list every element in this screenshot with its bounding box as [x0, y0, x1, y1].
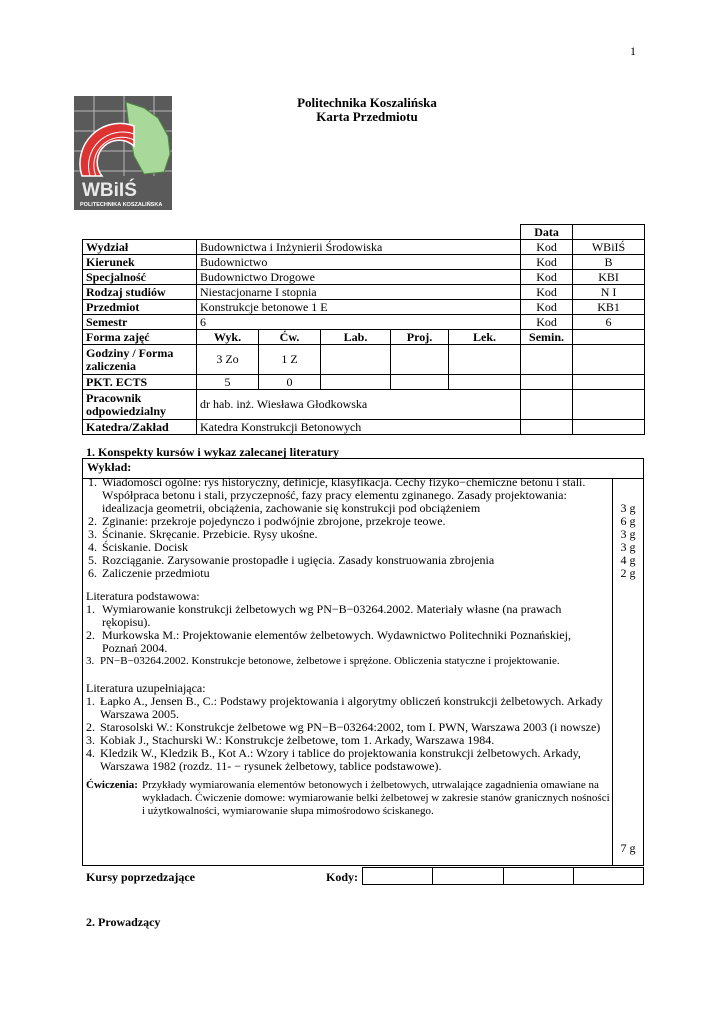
list-item: 1. Łapko A., Jensen B., C.: Podstawy projektowania i algorytmy obliczeń konstrukcji żelbetowych. Arkady Warszawa 2005. — [86, 694, 603, 721]
godziny-lab — [321, 345, 391, 375]
ects-cw: 0 — [259, 375, 321, 390]
ects-wyk: 5 — [197, 375, 259, 390]
cwiczenia-hours: 7 g — [620, 841, 636, 855]
kod-label: Kod — [521, 270, 573, 285]
specjalnosc-label: Specjalność — [83, 270, 197, 285]
row-ects — [83, 375, 645, 390]
document-title — [200, 96, 534, 124]
list-item: 6. Zaliczenie przedmiotu — [88, 566, 210, 580]
lit-podstawowa-label: Literatura podstawowa: — [86, 589, 200, 603]
row-godziny — [83, 345, 645, 375]
forma-col-lek: Lek. — [449, 330, 521, 345]
section2-title: 2. Prowadzący — [86, 915, 161, 929]
semestr-code: 6 — [573, 315, 645, 330]
godziny-semin — [521, 345, 573, 375]
rodzaj-label: Rodzaj studiów — [83, 285, 197, 300]
page-number: 1 — [630, 44, 636, 58]
rodzaj-value: Niestacjonarne I stopnia — [197, 285, 521, 300]
semestr-value: 6 — [197, 315, 521, 330]
hours-value: 4 g — [620, 553, 636, 567]
list-item: 1. Wymiarowanie konstrukcji żelbetowych wg PN−B−03264.2002. Materiały własne (na prawach rękopisu). — [86, 602, 562, 629]
logo-subtext: POLITECHNIKA KOSZALIŃSKA — [80, 202, 163, 208]
forma-col-proj: Proj. — [391, 330, 449, 345]
kierunek-code: B — [573, 255, 645, 270]
forma-col-wyk: Wyk. — [197, 330, 259, 345]
ects-proj — [391, 375, 449, 390]
katedra-label: Katedra/Zakład — [83, 420, 197, 435]
ects-lek — [449, 375, 521, 390]
godziny-lek — [449, 345, 521, 375]
kod-label: Kod — [521, 315, 573, 330]
przedmiot-value: Konstrukcje betonowe 1 E — [197, 300, 521, 315]
list-item: 3. Kobiak J., Stachurski W.: Konstrukcje żelbetowe, tom 1. Arkady, Warszawa 1984. — [86, 733, 495, 747]
katedra-value: Katedra Konstrukcji Betonowych — [197, 420, 521, 435]
lit-uzupelniajaca — [86, 682, 610, 773]
pracownik-label: Pracownik odpowiedzialny — [83, 390, 197, 420]
row-rodzaj — [83, 285, 645, 300]
lit-uzupelniajaca-label: Literatura uzupełniająca: — [86, 681, 206, 695]
row-katedra — [83, 420, 645, 435]
ects-semin — [521, 375, 573, 390]
rodzaj-code: N I — [573, 285, 645, 300]
hours-value: 3 g — [620, 527, 636, 541]
section1-title: 1. Konspekty kursów i wykaz zalecanej literatury — [86, 445, 339, 459]
kody-label: Kody: — [326, 870, 359, 884]
list-item: 3. Ścinanie. Skręcanie. Przebicie. Rysy ukośne. — [88, 527, 318, 541]
hours-value: 3 g — [620, 501, 636, 515]
row-kierunek — [83, 255, 645, 270]
document-type: Karta Przedmiotu — [316, 109, 418, 124]
cwiczenia — [86, 779, 610, 818]
godziny-cw: 1 Z — [259, 345, 321, 375]
course-info-table — [82, 224, 645, 435]
hours-value: 3 g — [620, 540, 636, 554]
cwiczenia-text: Przykłady wymiarowania elementów betonowych i żelbetowych, utrwalające zagadnienia omawiane na wykładach. Ćwiczenie domowe: wymiarowanie belki żelbetowej w zakresie stanów granicznych nośności i użytkowalności, wymiarowanie słupa mimośrodowo ściskanego. — [142, 779, 610, 817]
faculty-logo — [74, 96, 172, 210]
wydzial-label: Wydział — [83, 240, 197, 255]
specjalnosc-value: Budownictwo Drogowe — [197, 270, 521, 285]
kod-cell — [433, 868, 503, 884]
hours-column-divider — [612, 479, 613, 866]
row-wydzial — [83, 240, 645, 255]
wydzial-value: Budownictwa i Inżynierii Środowiska — [197, 240, 521, 255]
kod-label: Kod — [521, 255, 573, 270]
ects-label: PKT. ECTS — [83, 375, 197, 390]
list-item: 2. Zginanie: przekroje pojedynczo i podwójnie zbrojone, przekroje teowe. — [88, 514, 446, 528]
kod-cell — [574, 868, 643, 884]
list-item: 2. Starosolski W.: Konstrukcje żelbetowe wg PN−B−03264:2002, tom I. PWN, Warszawa 2003 (i nowsze) — [86, 720, 601, 734]
forma-col-cw: Ćw. — [259, 330, 321, 345]
list-item: 4. Ściskanie. Docisk — [88, 540, 188, 554]
forma-col-semin: Semin. — [521, 330, 573, 345]
data-label: Data — [521, 225, 573, 240]
kierunek-label: Kierunek — [83, 255, 197, 270]
row-przedmiot — [83, 300, 645, 315]
list-item: 4. Kledzik W., Kledzik B., Kot A.: Wzory i tablice do projektowania konstrukcji żelbetowych. Arkady, Warszawa 1982 (rozdz. 11- − rysunek żelbetowy, tablice podstawowe). — [86, 746, 581, 773]
kod-label: Kod — [521, 300, 573, 315]
list-item: 5. Rozciąganie. Zarysowanie prostopadłe i ugięcia. Zasady konstruowania zbrojenia — [88, 553, 495, 567]
list-item: 2. Murkowska M.: Projektowanie elementów żelbetowych. Wydawnictwo Politechniki Poznańskiej, Poznań 2004. — [86, 628, 571, 655]
wydzial-code: WBiIŚ — [573, 240, 645, 255]
lecture-list — [88, 476, 608, 580]
hours-value: 2 g — [620, 566, 636, 580]
specjalnosc-code: KBI — [573, 270, 645, 285]
kod-cell — [504, 868, 574, 884]
list-item: 3. PN−B−03264.2002. Konstrukcje betonowe, żelbetowe i sprężone. Obliczenia statyczne i projektowanie. — [86, 655, 560, 667]
row-specjalnosc — [83, 270, 645, 285]
przedmiot-label: Przedmiot — [83, 300, 197, 315]
kody-cells — [362, 867, 644, 885]
przedmiot-code: KB1 — [573, 300, 645, 315]
kod-label: Kod — [521, 285, 573, 300]
godziny-proj — [391, 345, 449, 375]
kierunek-value: Budownictwo — [197, 255, 521, 270]
kod-cell — [363, 868, 433, 884]
godziny-label: Godziny / Forma zaliczenia — [83, 345, 197, 375]
wyklad-label: Wykład: — [87, 460, 132, 474]
university-name: Politechnika Koszalińska — [297, 95, 437, 110]
row-semestr — [83, 315, 645, 330]
godziny-wyk: 3 Zo — [197, 345, 259, 375]
ects-lab — [321, 375, 391, 390]
pracownik-value: dr hab. inż. Wiesława Głodkowska — [197, 390, 521, 420]
forma-col-lab: Lab. — [321, 330, 391, 345]
lit-podstawowa — [86, 590, 608, 668]
row-forma — [83, 330, 645, 345]
logo-text: WBiIŚ — [82, 180, 137, 201]
cwiczenia-label: Ćwiczenia: — [86, 779, 138, 791]
semestr-label: Semestr — [83, 315, 197, 330]
row-pracownik — [83, 390, 645, 420]
forma-label: Forma zajęć — [83, 330, 197, 345]
list-item: 1. Wiadomości ogólne: rys historyczny, definicje, klasyfikacja. Cechy fizyko−chemiczne betonu i stali. Współpraca betonu i stali, przyczepność, fazy pracy elementu zginanego. Zasady projektowania: idealizacja geometrii, obciążenia, zachowanie się konstrukcji pod obciążeniem — [88, 475, 586, 515]
hours-value: 6 g — [620, 514, 636, 528]
kursy-poprzedzajace-label: Kursy poprzedzające — [86, 870, 195, 884]
lecture-hours — [614, 502, 642, 580]
kod-label: Kod — [521, 240, 573, 255]
